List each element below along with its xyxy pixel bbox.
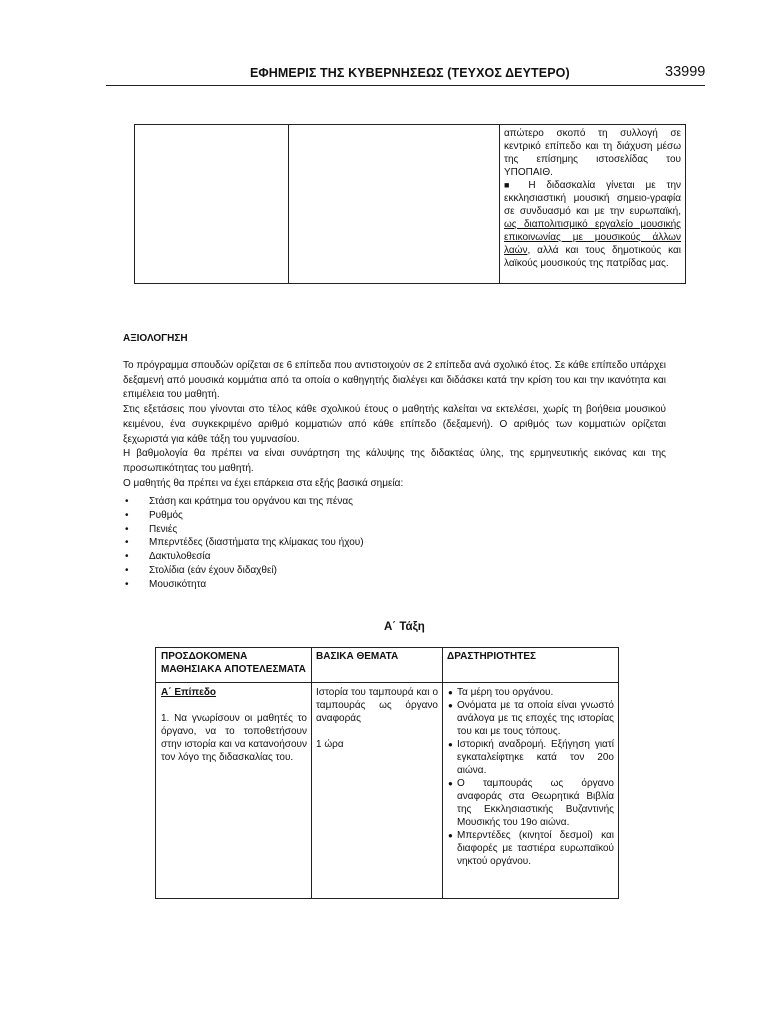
column-header-activities: ΔΡΑΣΤΗΡΙΟΤΗΤΕΣ <box>447 651 537 662</box>
cell-text: Η διδασκαλία γίνεται με την εκκλησιαστική μουσική σημειο-γραφία σε συνδυασμό και με την ευρωπαϊκή, <box>504 180 682 217</box>
bullet-icon: • <box>125 523 129 535</box>
bullet-icon: ● <box>448 831 453 840</box>
paragraph: Στις εξετάσεις που γίνονται στο τέλος κάθε σχολικού έτους ο μαθητής καλείται να εκτελέσει, χωρίς τη βοήθεια μουσικού κειμένου, ένα συγκεκριμένο αριθμό κομματιών από κάθε επίπεδο (δεξαμενή). Ο αριθμός των κομματιών ορίζεται ξεχωριστά για κάθε τάξη του γυμνασίου. <box>123 404 666 445</box>
skills-list <box>123 495 364 592</box>
page-number: 33999 <box>665 64 706 80</box>
list-item <box>447 738 614 777</box>
column-header-outcomes: ΠΡΟΣΔΟΚΟΜΕΝΑ ΜΑΘΗΣΙΑΚΑ ΑΠΟΤΕΛΕΣΜΑΤΑ <box>161 651 306 675</box>
bullet-icon: • <box>125 564 129 576</box>
list-item-text: Μπερντέδες (διαστήματα της κλίμακας του ήχου) <box>149 537 364 549</box>
underlined-text: ως διαπολιτισμικό εργαλείο μουσικής επικοινωνίας με μουσικούς άλλων λαών <box>504 219 681 256</box>
section-heading: ΑΞΙΟΛΟΓΗΣΗ <box>123 333 188 344</box>
topic-text: Ιστορία του ταμπουρά και ο ταμπουράς ως όργανο αναφοράς <box>316 687 438 724</box>
journal-title: ΕΦΗΜΕΡΙΣ ΤΗΣ ΚΥΒΕΡΝΗΣΕΩΣ (ΤΕΥΧΟΣ ΔΕΥΤΕΡΟ) <box>250 66 570 80</box>
topics-cell <box>316 686 438 764</box>
list-item-text: Μουσικότητα <box>149 578 207 590</box>
list-item <box>123 495 364 509</box>
continuation-cell <box>504 127 681 270</box>
cell-text: , αλλά και τους δημοτικούς και λαϊκούς μουσικούς της πατρίδας μας. <box>504 245 681 269</box>
cell-paragraph <box>504 179 681 270</box>
bullet-icon: • <box>125 537 129 549</box>
hours-text: 1 ώρα <box>316 739 344 750</box>
list-item <box>447 777 614 829</box>
list-item <box>447 699 614 738</box>
table-column-divider <box>442 648 443 898</box>
activity-text: Ονόματα με τα οποία είναι γνωστό ανάλογα με τις εποχές της ιστορίας του και με τους τόπους. <box>457 700 614 737</box>
list-item-text: Στάση και κράτημα του οργάνου και της πένας <box>149 496 353 507</box>
list-item <box>123 564 364 578</box>
paragraph: Το πρόγραμμα σπουδών ορίζεται σε 6 επίπεδα που αντιστοιχούν σε 2 επίπεδα ανά σχολικό έτος. Σε κάθε επίπεδο υπάρχει δεξαμενή από μουσικά κομμάτια από τα οποία ο καθηγητής διαλέγει και διδάσκει κατά την κρίση του και την ικανότητα και επιμέλεια του μαθητή. <box>123 360 666 401</box>
list-item-text: Πενιές <box>149 523 178 535</box>
activity-text: Μπερντέδες (κινητοί δεσμοί) και διαφορές με ταστιέρα ευρωπαϊκού νηκτού οργάνου. <box>457 830 614 867</box>
assessment-text <box>123 359 666 491</box>
list-item <box>447 829 614 868</box>
bullet-icon: ● <box>448 779 453 788</box>
list-item-text: Ρυθμός <box>149 509 183 521</box>
list-item <box>447 686 614 699</box>
list-item-text: Δακτυλοθεσία <box>149 551 211 563</box>
bullet-icon: ● <box>448 701 453 710</box>
outcomes-cell <box>161 686 307 764</box>
table-column-divider <box>311 648 312 898</box>
activities-list <box>447 686 614 868</box>
column-header-topics: ΒΑΣΙΚΑ ΘΕΜΑΤΑ <box>316 651 399 662</box>
header-divider <box>106 85 705 86</box>
outcome-text: 1. Να γνωρίσουν οι μαθητές το όργανο, να το τοποθετήσουν στην ιστορία και να κατανοήσουν τον λόγο της διδασκαλίας του. <box>161 713 307 763</box>
bullet-icon: • <box>125 496 129 507</box>
activity-text: Ο ταμπουράς ως όργανο αναφοράς στα Θεωρητικά Βιβλία της Εκκλησιαστικής Βυζαντινής Μουσικής του 19ο αιώνα. <box>457 778 614 828</box>
level-label: Α΄ Επίπεδο <box>161 687 217 698</box>
activity-text: Ιστορική αναδρομή. Εξήγηση γιατί εγκαταλείφτηκε κατά τον 20ο αιώνα. <box>457 739 614 776</box>
class-title: Α΄ Τάξη <box>384 621 425 633</box>
activity-text: Τα μέρη του οργάνου. <box>457 687 554 698</box>
cell-paragraph: απώτερο σκοπό τη συλλογή σε κεντρικό επίπεδο και τη διάχυση μέσω της επίσημης ιστοσελίδας του ΥΠΟΠΑΙΘ. <box>504 128 681 178</box>
square-bullet-icon: ■ <box>504 180 518 190</box>
paragraph: Η βαθμολογία θα πρέπει να είναι συνάρτηση της κάλυψης της διδακτέας ύλης, της ερμηνευτικής εικόνας και της προσωπικότητας του μαθητή. <box>123 448 666 474</box>
bullet-icon: • <box>125 578 129 590</box>
bullet-icon: • <box>125 509 129 521</box>
table-header-divider <box>156 682 618 683</box>
table-column-divider <box>499 125 500 283</box>
list-item-text: Στολίδια (εάν έχουν διδαχθεί) <box>149 564 278 576</box>
list-item <box>123 523 364 537</box>
list-item <box>123 509 364 523</box>
list-item <box>123 578 364 592</box>
bullet-icon: ● <box>448 688 453 697</box>
curriculum-table <box>155 647 619 899</box>
list-item <box>123 550 364 564</box>
bullet-icon: • <box>125 551 129 563</box>
paragraph: Ο μαθητής θα πρέπει να έχει επάρκεια στα εξής βασικά σημεία: <box>123 477 404 489</box>
continuation-table <box>134 124 686 284</box>
list-item <box>123 536 364 550</box>
bullet-icon: ● <box>448 740 453 749</box>
table-column-divider <box>288 125 289 283</box>
